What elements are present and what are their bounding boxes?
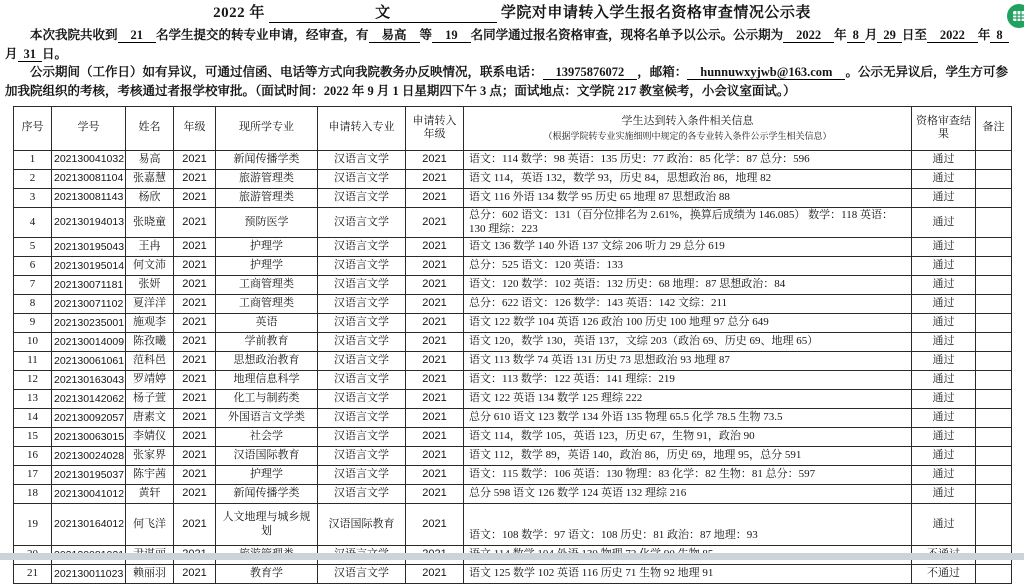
cell-name: 范科邑 xyxy=(126,352,174,371)
table-row xyxy=(14,409,1012,428)
cell-no: 11 xyxy=(14,352,52,371)
cell-current-major: 预防医学 xyxy=(216,207,318,238)
cell-remark xyxy=(976,409,1012,428)
cell-info: 总分 610 语文 123 数学 134 外语 135 物理 65.5 化学 78.5 生物 73.5 xyxy=(464,409,912,428)
table-row xyxy=(14,238,1012,257)
fill-in-value: 13975876072 xyxy=(543,65,638,80)
fill-in-value: 8 xyxy=(847,28,865,43)
cell-result: 通过 xyxy=(912,276,976,295)
cell-current-major: 护理学 xyxy=(216,238,318,257)
cell-no: 13 xyxy=(14,390,52,409)
cell-no: 19 xyxy=(14,504,52,546)
cell-student-id: 202130164012 xyxy=(52,504,126,546)
cell-info: 语文：113 数学：122 英语：141 理综：219 xyxy=(464,371,912,390)
cell-grade: 2021 xyxy=(174,466,216,485)
header-info-subtitle: （根据学院转专业实施细则中规定的各专业转入条件公示学生相关信息） xyxy=(543,130,832,141)
header-info xyxy=(464,106,912,150)
cell-target-grade: 2021 xyxy=(406,447,464,466)
cell-student-id: 202130061061 xyxy=(52,352,126,371)
cell-result: 通过 xyxy=(912,428,976,447)
intro-segment: 日至 xyxy=(901,27,927,42)
cell-name: 张家界 xyxy=(126,447,174,466)
header-info-title: 学生达到转入条件相关信息 xyxy=(621,114,754,127)
cell-result: 通过 xyxy=(912,333,976,352)
cell-current-major: 护理学 xyxy=(216,466,318,485)
cell-result: 不通过 xyxy=(912,565,976,584)
cell-student-id: 202130071102 xyxy=(52,295,126,314)
cell-no: 21 xyxy=(14,565,52,584)
cell-no: 16 xyxy=(14,447,52,466)
cell-grade: 2021 xyxy=(174,238,216,257)
cell-remark xyxy=(976,371,1012,390)
cell-no: 4 xyxy=(14,207,52,238)
cell-grade: 2021 xyxy=(174,352,216,371)
cell-info: 语文 136 数学 140 外语 137 文综 206 听力 29 总分 619 xyxy=(464,238,912,257)
cell-target-major: 汉语言文学 xyxy=(318,188,406,207)
cell-current-major: 外国语言文学类 xyxy=(216,409,318,428)
table-row xyxy=(14,207,1012,238)
cell-target-major: 汉语言文学 xyxy=(318,485,406,504)
cell-student-id: 202130081104 xyxy=(52,169,126,188)
table-row xyxy=(14,150,1012,169)
intro-segment: 年 xyxy=(977,27,991,42)
cell-name: 赖丽羽 xyxy=(126,565,174,584)
cell-target-major: 汉语言文学 xyxy=(318,409,406,428)
table-row xyxy=(14,169,1012,188)
cell-name: 陈孜曦 xyxy=(126,333,174,352)
cell-name: 李婧仪 xyxy=(126,428,174,447)
cell-remark xyxy=(976,169,1012,188)
header-student-id: 学号 xyxy=(52,106,126,150)
cell-current-major: 工商管理类 xyxy=(216,295,318,314)
cell-no: 5 xyxy=(14,238,52,257)
fill-in-value: 8 xyxy=(990,28,1008,43)
header-target-grade: 申请转入年级 xyxy=(406,106,464,150)
cell-name: 黄轩 xyxy=(126,485,174,504)
cell-target-major: 汉语言文学 xyxy=(318,169,406,188)
header-no: 序号 xyxy=(14,106,52,150)
header-target-major: 申请转入专业 xyxy=(318,106,406,150)
cell-target-major: 汉语言文学 xyxy=(318,207,406,238)
cell-current-major: 社会学 xyxy=(216,428,318,447)
table-row xyxy=(14,314,1012,333)
cell-target-grade: 2021 xyxy=(406,352,464,371)
cell-grade: 2021 xyxy=(174,447,216,466)
intro-segment: 公示期间（工作日）如有异议，可通过信函、电话等方式向我院教务办反映情况，联系电话： xyxy=(30,65,543,80)
table-row xyxy=(14,371,1012,390)
fill-in-value: 31 xyxy=(18,47,43,62)
cell-no: 3 xyxy=(14,188,52,207)
cell-info: 语文 122 数学 104 英语 126 政治 100 历史 100 地理 97 总分 649 xyxy=(464,314,912,333)
table-row xyxy=(14,504,1012,546)
cell-target-major: 汉语言文学 xyxy=(318,333,406,352)
cell-name: 杨欣 xyxy=(126,188,174,207)
cell-student-id: 202130071181 xyxy=(52,276,126,295)
cell-name: 王冉 xyxy=(126,238,174,257)
cell-grade: 2021 xyxy=(174,295,216,314)
cell-target-grade: 2021 xyxy=(406,565,464,584)
applicants-table xyxy=(13,106,1012,584)
cell-grade: 2021 xyxy=(174,390,216,409)
header-remark: 备注 xyxy=(976,106,1012,150)
cell-student-id: 202130024028 xyxy=(52,447,126,466)
cell-student-id: 202130195037 xyxy=(52,466,126,485)
cell-name: 何飞洋 xyxy=(126,504,174,546)
table-row xyxy=(14,188,1012,207)
cell-no: 10 xyxy=(14,333,52,352)
cell-result: 通过 xyxy=(912,188,976,207)
cell-no: 8 xyxy=(14,295,52,314)
cell-target-grade: 2021 xyxy=(406,238,464,257)
cell-target-grade: 2021 xyxy=(406,295,464,314)
cell-no: 7 xyxy=(14,276,52,295)
intro-segment: ，邮箱： xyxy=(637,65,688,80)
cell-result: 通过 xyxy=(912,466,976,485)
intro-paragraph-1 xyxy=(5,26,1019,64)
cell-result: 通过 xyxy=(912,169,976,188)
intro-segment: 。公示无异议后，学生方可参加我院组织的考核，考核通过者报学校审批。（面试时间：2022 年 9 月 1 日星期四下午 3 点；面试地点：文学院 217 教室候考，小会议室面试。） xyxy=(5,65,1008,98)
cell-current-major: 旅游管理类 xyxy=(216,188,318,207)
cell-current-major: 汉语国际教育 xyxy=(216,447,318,466)
cell-target-major: 汉语言文学 xyxy=(318,390,406,409)
cell-target-grade: 2021 xyxy=(406,276,464,295)
cell-student-id: 202130081143 xyxy=(52,188,126,207)
cell-grade: 2021 xyxy=(174,409,216,428)
header-grade: 年级 xyxy=(174,106,216,150)
cell-grade: 2021 xyxy=(174,207,216,238)
cell-target-major: 汉语言文学 xyxy=(318,238,406,257)
intro-segment: 等 xyxy=(419,27,433,42)
title-blank-college-name xyxy=(269,6,497,23)
cell-result: 通过 xyxy=(912,238,976,257)
cell-grade: 2021 xyxy=(174,371,216,390)
cell-target-major: 汉语言文学 xyxy=(318,466,406,485)
intro-segment: 名同学通过报名资格审查，现将名单予以公示。公示期为 xyxy=(470,27,784,42)
cell-student-id: 202130195043 xyxy=(52,238,126,257)
cell-info: 语文 114，英语 132，数学 93，历史 84，思想政治 86，地理 82 xyxy=(464,169,912,188)
cell-current-major: 旅游管理类 xyxy=(216,169,318,188)
cell-info: 语文 122 英语 134 数学 125 理综 222 xyxy=(464,390,912,409)
cell-remark xyxy=(976,485,1012,504)
intro-segment: 日。 xyxy=(42,46,68,61)
cell-info: 总分：622 语文：126 数学：143 英语：142 文综：211 xyxy=(464,295,912,314)
cell-info: 语文 112，数学 89，英语 140，政治 86，历史 69，地理 95，总分 591 xyxy=(464,447,912,466)
intro-segment: 年 xyxy=(834,27,847,42)
cell-grade: 2021 xyxy=(174,188,216,207)
cell-current-major: 学前教育 xyxy=(216,333,318,352)
cell-no: 9 xyxy=(14,314,52,333)
cell-remark xyxy=(976,188,1012,207)
cell-remark xyxy=(976,257,1012,276)
table-row xyxy=(14,447,1012,466)
cell-remark xyxy=(976,207,1012,238)
cell-no: 14 xyxy=(14,409,52,428)
cell-info: 语文 113 数学 74 英语 131 历史 73 思想政治 93 地理 87 xyxy=(464,352,912,371)
cell-result: 通过 xyxy=(912,207,976,238)
cell-name: 夏洋洋 xyxy=(126,295,174,314)
cell-name: 罗靖婷 xyxy=(126,371,174,390)
cell-name: 何文沛 xyxy=(126,257,174,276)
cell-current-major: 化工与制药类 xyxy=(216,390,318,409)
cell-remark xyxy=(976,150,1012,169)
cell-target-grade: 2021 xyxy=(406,314,464,333)
table-header-row xyxy=(14,106,1012,150)
fill-in-value: hunnuwxyjwb@163.com xyxy=(687,65,845,80)
cell-remark xyxy=(976,466,1012,485)
cell-target-grade: 2021 xyxy=(406,485,464,504)
cell-target-grade: 2021 xyxy=(406,466,464,485)
cell-no: 15 xyxy=(14,428,52,447)
cell-name: 施观李 xyxy=(126,314,174,333)
cell-target-major: 汉语言文学 xyxy=(318,565,406,584)
cell-target-grade: 2021 xyxy=(406,150,464,169)
cell-target-major: 汉语言文学 xyxy=(318,371,406,390)
cell-result: 通过 xyxy=(912,371,976,390)
intro-segment: 月 xyxy=(5,46,18,61)
cell-grade: 2021 xyxy=(174,276,216,295)
table-row xyxy=(14,485,1012,504)
cell-grade: 2021 xyxy=(174,169,216,188)
cell-student-id: 202130195014 xyxy=(52,257,126,276)
table-row xyxy=(14,466,1012,485)
cell-target-major: 汉语言文学 xyxy=(318,150,406,169)
cell-info: 语文 114，数学 105，英语 123，历史 67，生物 91，政治 90 xyxy=(464,428,912,447)
cell-target-major: 汉语言文学 xyxy=(318,314,406,333)
table-row xyxy=(14,565,1012,584)
cell-student-id: 202130163043 xyxy=(52,371,126,390)
cell-current-major: 护理学 xyxy=(216,257,318,276)
cell-no: 18 xyxy=(14,485,52,504)
cell-no: 12 xyxy=(14,371,52,390)
cell-target-grade: 2021 xyxy=(406,390,464,409)
cell-current-major: 新闻传播学类 xyxy=(216,150,318,169)
cell-student-id: 202130235001 xyxy=(52,314,126,333)
cell-name: 张晓童 xyxy=(126,207,174,238)
cell-target-major: 汉语言文学 xyxy=(318,257,406,276)
intro-segment: 月 xyxy=(864,27,878,42)
cell-student-id: 202130041032 xyxy=(52,150,126,169)
cell-name: 唐素文 xyxy=(126,409,174,428)
cell-info: 语文 125 数学 102 英语 116 历史 71 生物 92 地理 91 xyxy=(464,565,912,584)
title-suffix: 学院对申请转入学生报名资格审查情况公示表 xyxy=(500,5,811,21)
cell-target-grade: 2021 xyxy=(406,333,464,352)
cell-name: 张嘉慧 xyxy=(126,169,174,188)
table-row xyxy=(14,352,1012,371)
cell-student-id: 202130014009 xyxy=(52,333,126,352)
cell-grade: 2021 xyxy=(174,485,216,504)
cell-result: 通过 xyxy=(912,314,976,333)
cell-grade: 2021 xyxy=(174,565,216,584)
cell-target-grade: 2021 xyxy=(406,207,464,238)
intro-segment: 名学生提交的转专业申请，经审查，有 xyxy=(156,27,369,42)
cell-current-major: 新闻传播学类 xyxy=(216,485,318,504)
cell-no: 1 xyxy=(14,150,52,169)
cell-target-major: 汉语国际教育 xyxy=(318,504,406,546)
cell-student-id: 202130194013 xyxy=(52,207,126,238)
cell-info: 语文：115 数学：106 英语：130 物理：83 化学：82 生物：81 总分：597 xyxy=(464,466,912,485)
cell-info: 总分：602 语文：131（百分位排名为 2.61%，换算后成绩为 146.085） 数学：118 英语：130 理综：223 xyxy=(464,207,912,238)
cell-info: 总分：525 语文：120 英语：133 xyxy=(464,257,912,276)
cell-result: 通过 xyxy=(912,485,976,504)
cell-result: 通过 xyxy=(912,390,976,409)
table-row xyxy=(14,276,1012,295)
cell-grade: 2021 xyxy=(174,333,216,352)
cell-target-grade: 2021 xyxy=(406,504,464,546)
cell-target-grade: 2021 xyxy=(406,188,464,207)
fill-in-value: 19 xyxy=(432,28,471,43)
intro-paragraph-2 xyxy=(5,63,1019,101)
cell-grade: 2021 xyxy=(174,504,216,546)
cell-remark xyxy=(976,333,1012,352)
fill-in-value: 29 xyxy=(877,28,902,43)
cell-current-major: 教育学 xyxy=(216,565,318,584)
cell-grade: 2021 xyxy=(174,314,216,333)
cell-name: 张妍 xyxy=(126,276,174,295)
cell-result: 通过 xyxy=(912,295,976,314)
cell-target-grade: 2021 xyxy=(406,169,464,188)
cell-info: 总分 598 语文 126 数学 124 英语 132 理综 216 xyxy=(464,485,912,504)
cell-result: 通过 xyxy=(912,352,976,371)
cell-info: 语文：120 数学：102 英语：132 历史：68 地理：87 思想政治：84 xyxy=(464,276,912,295)
fill-in-value: 2022 xyxy=(783,28,834,43)
table-row xyxy=(14,257,1012,276)
table-row xyxy=(14,333,1012,352)
spreadsheet-grid-icon[interactable] xyxy=(1005,2,1024,30)
header-name: 姓名 xyxy=(126,106,174,150)
fill-in-value: 21 xyxy=(118,28,157,43)
cell-result: 通过 xyxy=(912,150,976,169)
cell-current-major: 工商管理类 xyxy=(216,276,318,295)
intro-text xyxy=(5,26,1019,101)
cell-target-grade: 2021 xyxy=(406,428,464,447)
cell-student-id: 202130041012 xyxy=(52,485,126,504)
header-result: 资格审查结果 xyxy=(912,106,976,150)
cell-grade: 2021 xyxy=(174,257,216,276)
table-row xyxy=(14,428,1012,447)
cell-no: 2 xyxy=(14,169,52,188)
cell-grade: 2021 xyxy=(174,150,216,169)
cell-current-major: 思想政治教育 xyxy=(216,352,318,371)
fill-in-value: 2022 xyxy=(927,28,978,43)
cell-result: 通过 xyxy=(912,504,976,546)
cell-target-major: 汉语言文学 xyxy=(318,447,406,466)
cell-name: 易高 xyxy=(126,150,174,169)
cell-current-major: 英语 xyxy=(216,314,318,333)
cell-no: 17 xyxy=(14,466,52,485)
cell-name: 杨子萱 xyxy=(126,390,174,409)
cell-info: 语文：114 数学：98 英语：135 历史：77 政治：85 化学：87 总分：596 xyxy=(464,150,912,169)
cell-target-grade: 2021 xyxy=(406,409,464,428)
cell-name: 陈宇茜 xyxy=(126,466,174,485)
cell-info: 语文 120，数学 130，英语 137，文综 203（政治 69、历史 69、地理 65） xyxy=(464,333,912,352)
table-row xyxy=(14,390,1012,409)
cell-remark xyxy=(976,428,1012,447)
cell-info: 语文 116 外语 134 数学 95 历史 65 地理 87 思想政治 88 xyxy=(464,188,912,207)
cell-student-id: 202130011023 xyxy=(52,565,126,584)
cell-remark xyxy=(976,390,1012,409)
cell-result: 通过 xyxy=(912,409,976,428)
header-current-major: 现所学专业 xyxy=(216,106,318,150)
cell-target-major: 汉语言文学 xyxy=(318,428,406,447)
cell-student-id: 202130092057 xyxy=(52,409,126,428)
cell-result: 通过 xyxy=(912,447,976,466)
cell-target-grade: 2021 xyxy=(406,257,464,276)
title-year: 2022 年 xyxy=(213,5,265,21)
cell-student-id: 202130142062 xyxy=(52,390,126,409)
cell-grade: 2021 xyxy=(174,428,216,447)
cell-result: 通过 xyxy=(912,257,976,276)
fill-in-value: 易高 xyxy=(369,28,420,43)
bottom-edge-strip xyxy=(0,553,1024,560)
cell-target-major: 汉语言文学 xyxy=(318,295,406,314)
cell-target-major: 汉语言文学 xyxy=(318,352,406,371)
cell-remark xyxy=(976,447,1012,466)
cell-current-major: 地理信息科学 xyxy=(216,371,318,390)
cell-info: 语文：108 数学：97 语文：108 历史：81 政治：87 地理：93 xyxy=(464,504,912,546)
cell-remark xyxy=(976,238,1012,257)
intro-segment: 本次我院共收到 xyxy=(30,27,118,42)
cell-remark xyxy=(976,504,1012,546)
cell-current-major: 人文地理与城乡规划 xyxy=(216,504,318,546)
cell-remark xyxy=(976,565,1012,584)
page-title xyxy=(0,0,1024,23)
cell-remark xyxy=(976,295,1012,314)
cell-no: 6 xyxy=(14,257,52,276)
cell-target-major: 汉语言文学 xyxy=(318,276,406,295)
cell-student-id: 202130063015 xyxy=(52,428,126,447)
title-blank-value: 文 xyxy=(375,5,391,21)
cell-remark xyxy=(976,314,1012,333)
table-row xyxy=(14,295,1012,314)
cell-target-grade: 2021 xyxy=(406,371,464,390)
cell-remark xyxy=(976,352,1012,371)
cell-remark xyxy=(976,276,1012,295)
